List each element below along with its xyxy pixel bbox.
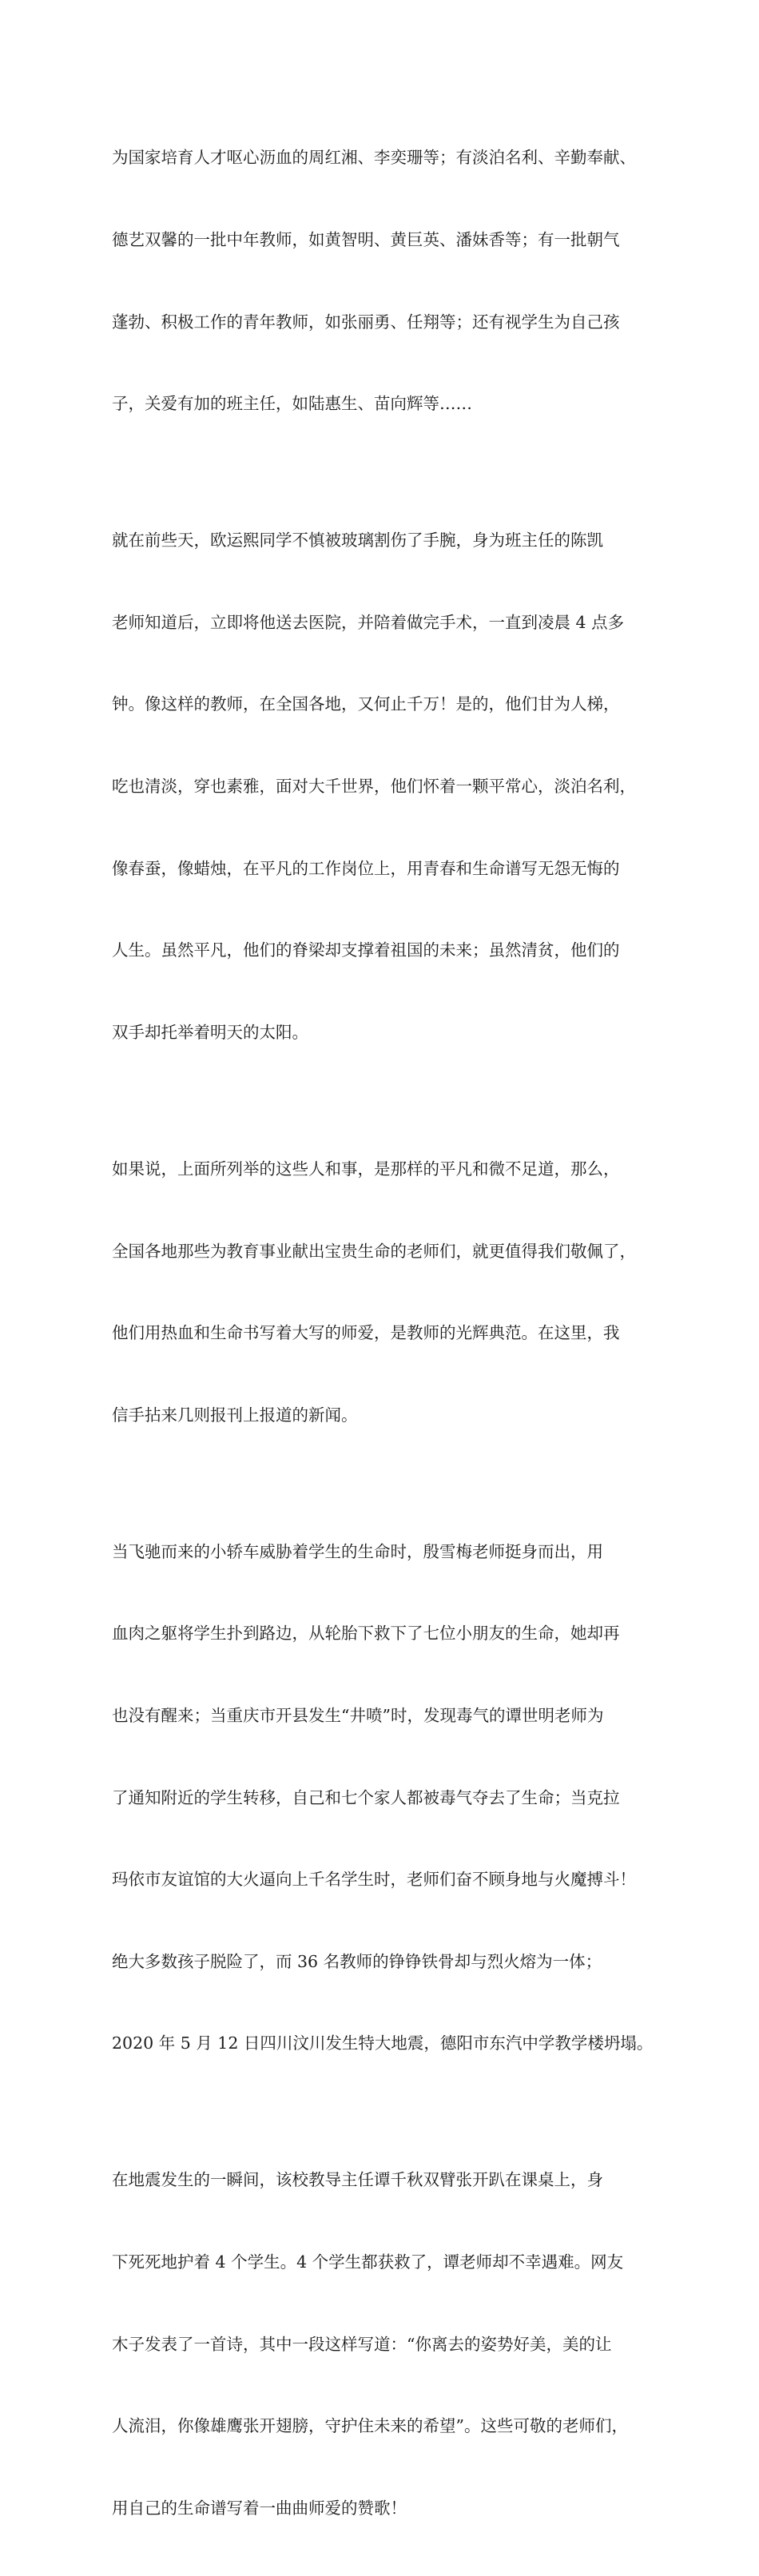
text-line: 如果说，上面所列举的这些人和事，是那样的平凡和微不足道，那么， <box>112 1159 620 1179</box>
paragraph-5 <box>112 2112 663 2576</box>
text-line: 当飞驰而来的小轿车威胁着学生的生命时，殷雪梅老师挺身而出，用 <box>112 1541 603 1561</box>
text-line: 信手拈来几则报刊上报道的新闻。 <box>112 1405 358 1425</box>
document-body <box>112 89 663 2576</box>
paragraph-1 <box>112 89 663 472</box>
text-line: 钟。像这样的教师，在全国各地，又何止千万！是的，他们甘为人梯， <box>112 694 620 714</box>
text-line: 人生。虽然平凡，他们的脊梁却支撑着祖国的未来；虽然清贫，他们的 <box>112 940 620 960</box>
text-line: 德艺双馨的一批中年教师，如黄智明、黄巨英、潘妹香等；有一批朝气 <box>112 230 620 250</box>
text-line: 双手却托举着明天的太阳。 <box>112 1022 308 1042</box>
text-line: 在地震发生的一瞬间，该校教导主任谭千秋双臂张开趴在课桌上，身 <box>112 2170 603 2190</box>
paragraph-4 <box>112 1483 663 2112</box>
text-line: 木子发表了一首诗，其中一段这样写道：“你离去的姿势好美，美的让 <box>112 2334 612 2354</box>
text-line: 绝大多数孩子脱险了，而 36 名教师的铮铮铁骨却与烈火熔为一体； <box>112 1951 602 1971</box>
text-line: 子，关爱有加的班主任，如陆惠生、苗向辉等…… <box>112 394 472 414</box>
text-line: 血肉之躯将学生扑到路边，从轮胎下救下了七位小朋友的生命，她却再 <box>112 1624 620 1644</box>
text-line: 像春蚕，像蜡烛，在平凡的工作岗位上，用青春和生命谱写无怨无悔的 <box>112 858 620 878</box>
text-line: 了通知附近的学生转移，自己和七个家人都被毒气夺去了生命；当克拉 <box>112 1787 620 1807</box>
text-line: 为国家培育人才呕心沥血的周红湘、李奕珊等；有淡泊名利、辛勤奉献、 <box>112 148 636 168</box>
paragraph-2 <box>112 472 663 1101</box>
text-line: 他们用热血和生命书写着大写的师爱，是教师的光辉典范。在这里，我 <box>112 1323 620 1343</box>
text-line: 老师知道后，立即将他送去医院，并陪着做完手术，一直到凌晨 4 点多 <box>112 612 625 632</box>
text-line: 就在前些天，欧运熙同学不慎被玻璃割伤了手腕，身为班主任的陈凯 <box>112 531 603 551</box>
text-line: 人流泪，你像雄鹰张开翅膀，守护住未来的希望”。这些可敬的老师们， <box>112 2416 628 2436</box>
paragraph-3 <box>112 1101 663 1484</box>
text-line: 蓬勃、积极工作的青年教师，如张丽勇、任翔等；还有视学生为自己孩 <box>112 312 620 332</box>
text-line: 2020 年 5 月 12 日四川汶川发生特大地震，德阳市东汽中学教学楼坍塌。 <box>112 2033 654 2053</box>
text-line: 吃也清淡，穿也素雅，面对大千世界，他们怀着一颗平常心，淡泊名利， <box>112 777 636 797</box>
text-line: 下死死地护着 4 个学生。4 个学生都获救了，谭老师却不幸遇难。网友 <box>112 2252 624 2272</box>
text-line: 用自己的生命谱写着一曲曲师爱的赞歌！ <box>112 2498 407 2518</box>
text-line: 全国各地那些为教育事业献出宝贵生命的老师们，就更值得我们敬佩了， <box>112 1241 636 1261</box>
text-line: 玛依市友谊馆的大火逼向上千名学生时，老师们奋不顾身地与火魔搏斗！ <box>112 1870 636 1890</box>
text-line: 也没有醒来；当重庆市开县发生“井喷”时，发现毒气的谭世明老师为 <box>112 1705 604 1725</box>
